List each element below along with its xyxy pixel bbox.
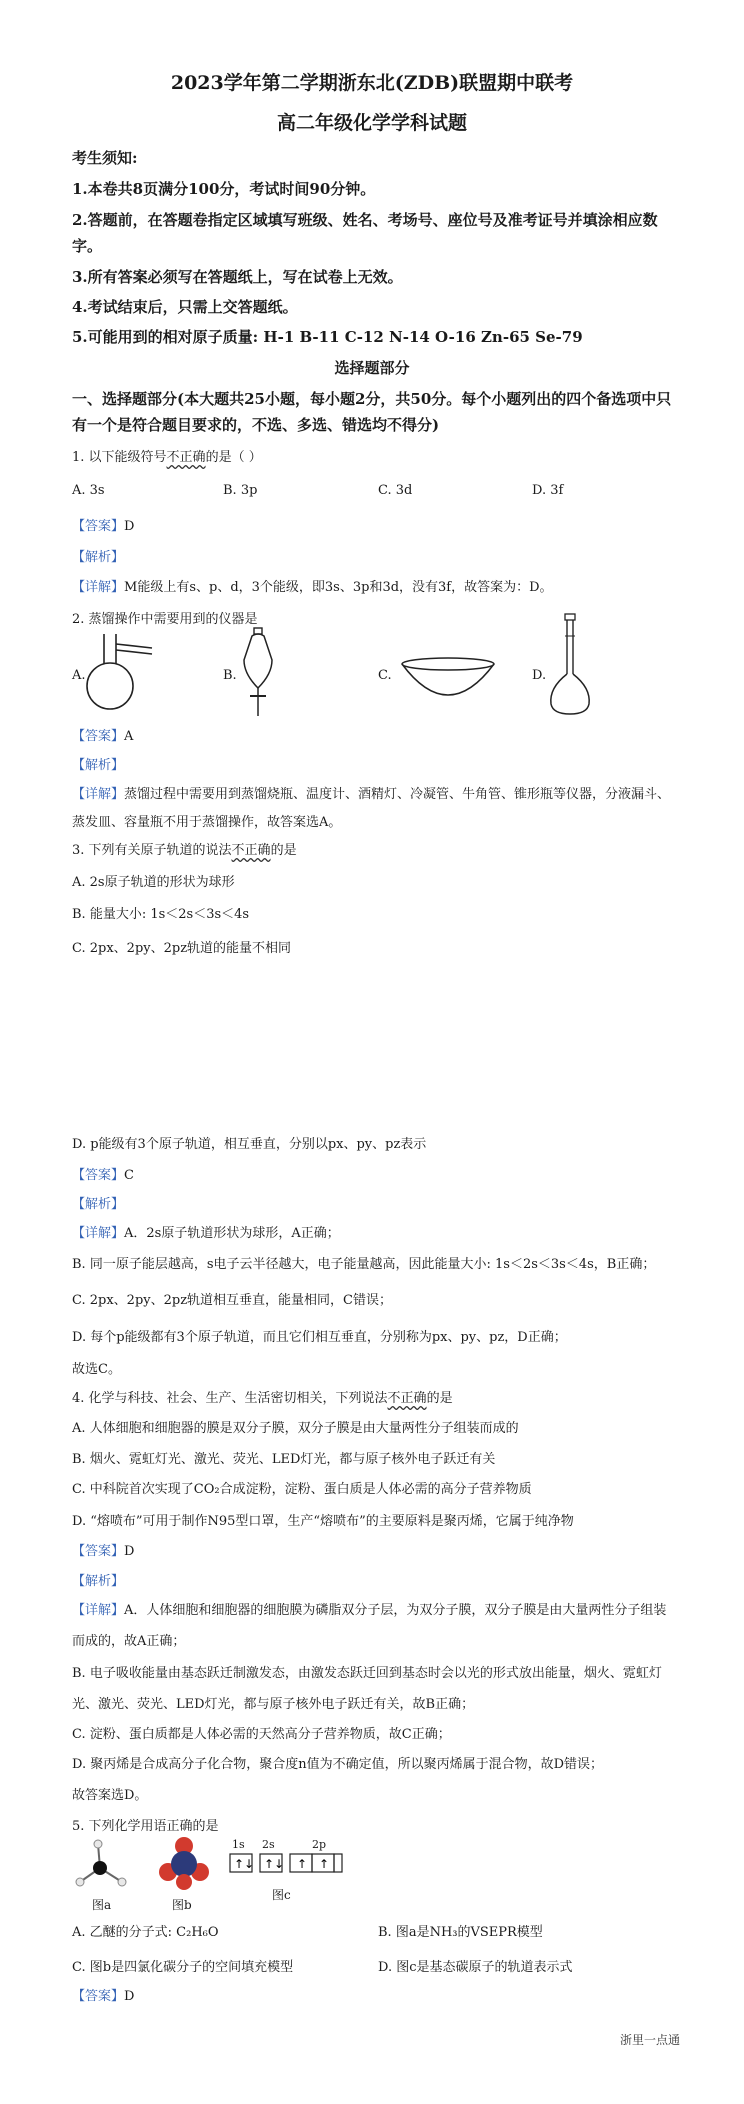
q1-option-d: D. 3f xyxy=(532,483,564,498)
notice-item-2-cont: 字。 xyxy=(72,237,103,255)
space-filling-model-icon xyxy=(156,1836,212,1892)
separatory-funnel-icon xyxy=(238,626,278,718)
orbital-diagram-icon xyxy=(228,1852,344,1876)
exam-subtitle: 高二年级化学学科试题 xyxy=(276,112,467,134)
svg-text:↑: ↑ xyxy=(319,1857,330,1871)
q4-detail-7: 故答案选D。 xyxy=(72,1788,148,1803)
q5-option-a: A. 乙醚的分子式: C₂H₆O xyxy=(72,1925,219,1940)
notice-item-2: 2.答题前，在答题卷指定区域填写班级、姓名、考场号、座位号及准考证号并填涂相应数 xyxy=(72,211,658,229)
orbital-label-2s: 2s xyxy=(262,1838,275,1851)
q2-answer: 【答案】A xyxy=(72,729,134,744)
q3-detail-1: 【详解】A．2s原子轨道形状为球形，A正确； xyxy=(72,1226,340,1241)
q4-detail-2: 而成的，故A正确； xyxy=(72,1634,186,1649)
q4-option-d: D. “熔喷布”可用于制作N95型口罩，生产“熔喷布”的主要原料是聚丙烯，它属于纯净物 xyxy=(72,1514,574,1529)
q1-answer: 【答案】D xyxy=(72,519,135,534)
q4-option-c: C. 中科院首次实现了CO₂合成淀粉，淀粉、蛋白质是人体必需的高分子营养物质 xyxy=(72,1482,532,1497)
q4-detail-5: C. 淀粉、蛋白质都是人体必需的天然高分子营养物质，故C正确； xyxy=(72,1727,451,1742)
q2-option-a-label: A. xyxy=(72,668,86,683)
q1-option-c: C. 3d xyxy=(378,483,413,498)
distillation-flask-icon xyxy=(86,630,156,716)
figure-c-caption: 图c xyxy=(272,1888,291,1902)
q4-option-a: A. 人体细胞和细胞器的膜是双分子膜，双分子膜是由大量两性分子组装而成的 xyxy=(72,1421,519,1436)
q3-analysis-label: 【解析】 xyxy=(72,1197,125,1212)
svg-text:↑↓: ↑↓ xyxy=(234,1857,255,1871)
q4-detail-4: 光、激光、荧光、LED灯光，都与原子核外电子跃迁有关，故B正确； xyxy=(72,1697,475,1712)
q2-option-b-label: B. xyxy=(223,668,237,683)
exam-title: 2023学年第二学期浙东北(ZDB)联盟期中联考 xyxy=(170,72,574,94)
orbital-label-1s: 1s xyxy=(232,1838,245,1851)
q5-answer: 【答案】D xyxy=(72,1989,135,2004)
footer-brand: 浙里一点通 xyxy=(620,2033,681,2047)
q3-detail-2: B. 同一原子能层越高，s电子云半径越大，电子能量越高，因此能量大小: 1s＜2s＜3s＜4s，B正确； xyxy=(72,1257,656,1272)
q1-option-b: B. 3p xyxy=(223,483,258,498)
q2-detail-2: 蒸发皿、容量瓶不用于蒸馏操作，故答案选A。 xyxy=(72,815,342,830)
evaporating-dish-icon xyxy=(398,656,498,698)
q4-detail-6: D. 聚丙烯是合成高分子化合物，聚合度n值为不确定值，所以聚丙烯属于混合物，故D错误； xyxy=(72,1757,604,1772)
notice-heading: 考生须知: xyxy=(72,149,138,167)
q3-option-c: C. 2px、2py、2pz轨道的能量不相同 xyxy=(72,941,292,956)
section-intro-2: 有一个是符合题目要求的，不选、多选、错选均不得分) xyxy=(72,416,440,434)
q3-detail-4: D. 每个p能级都有3个原子轨道，而且它们相互垂直，分别称为px、py、pz，D正确； xyxy=(72,1330,567,1345)
q2-stem: 2. 蒸馏操作中需要用到的仪器是 xyxy=(72,612,258,627)
svg-text:↑↓: ↑↓ xyxy=(264,1857,285,1871)
q3-detail-5: 故选C。 xyxy=(72,1362,121,1377)
ball-stick-model-icon xyxy=(70,1838,134,1894)
notice-item-5: 5.可能用到的相对原子质量: H-1 B-11 C-12 N-14 O-16 Zn-65 Se-79 xyxy=(72,328,583,346)
q1-stem: 1. 以下能级符号不正确的是（ ） xyxy=(72,450,262,465)
q4-stem: 4. 化学与科技、社会、生产、生活密切相关，下列说法不正确的是 xyxy=(72,1391,453,1406)
q3-option-b: B. 能量大小: 1s＜2s＜3s＜4s xyxy=(72,907,250,922)
q5-option-d: D. 图c是基态碳原子的轨道表示式 xyxy=(378,1960,573,1975)
q2-analysis-label: 【解析】 xyxy=(72,758,125,773)
q3-option-d: D. p能级有3个原子轨道，相互垂直，分别以px、py、pz表示 xyxy=(72,1137,427,1152)
q4-analysis-label: 【解析】 xyxy=(72,1574,125,1589)
q5-stem: 5. 下列化学用语正确的是 xyxy=(72,1819,219,1834)
q4-detail-1: 【详解】A．人体细胞和细胞器的细胞膜为磷脂双分子层，为双分子膜，双分子膜是由大量两性分子组装 xyxy=(72,1603,667,1618)
notice-item-1: 1.本卷共8页满分100分，考试时间90分钟。 xyxy=(72,180,376,198)
orbital-label-2p: 2p xyxy=(312,1838,327,1851)
q1-option-a: A. 3s xyxy=(72,483,105,498)
q3-stem: 3. 下列有关原子轨道的说法不正确的是 xyxy=(72,843,297,858)
q3-detail-3: C. 2px、2py、2pz轨道相互垂直，能量相同，C错误； xyxy=(72,1293,392,1308)
q3-option-a: A. 2s原子轨道的形状为球形 xyxy=(72,875,235,890)
q2-option-d-label: D. xyxy=(532,668,547,683)
section-title: 选择题部分 xyxy=(334,359,410,377)
q1-detail: 【详解】M能级上有s、p、d，3个能级，即3s、3p和3d，没有3f，故答案为：D。 xyxy=(72,580,553,595)
q4-detail-3: B. 电子吸收能量由基态跃迁制激发态，由激发态跃迁回到基态时会以光的形式放出能量，烟火、霓虹灯 xyxy=(72,1666,662,1681)
notice-item-4: 4.考试结束后，只需上交答题纸。 xyxy=(72,298,298,316)
q4-option-b: B. 烟火、霓虹灯光、激光、荧光、LED灯光，都与原子核外电子跃迁有关 xyxy=(72,1452,496,1467)
q2-option-c-label: C. xyxy=(378,668,392,683)
figure-a-caption: 图a xyxy=(92,1898,112,1912)
notice-item-3: 3.所有答案必须写在答题纸上，写在试卷上无效。 xyxy=(72,268,403,286)
q1-analysis-label: 【解析】 xyxy=(72,550,125,565)
section-intro-1: 一、选择题部分(本大题共25小题，每小题2分，共50分。每个小题列出的四个备选项中只 xyxy=(72,390,672,408)
figure-b-caption: 图b xyxy=(172,1898,192,1912)
q2-detail-1: 【详解】蒸馏过程中需要用到蒸馏烧瓶、温度计、酒精灯、冷凝管、牛角管、锥形瓶等仪器，分液漏斗、 xyxy=(72,787,671,802)
q4-answer: 【答案】D xyxy=(72,1544,135,1559)
q5-option-c: C. 图b是四氯化碳分子的空间填充模型 xyxy=(72,1960,294,1975)
q5-option-b: B. 图a是NH₃的VSEPR模型 xyxy=(378,1925,543,1940)
volumetric-flask-icon xyxy=(545,612,595,718)
q3-answer: 【答案】C xyxy=(72,1168,134,1183)
svg-text:↑: ↑ xyxy=(297,1857,308,1871)
